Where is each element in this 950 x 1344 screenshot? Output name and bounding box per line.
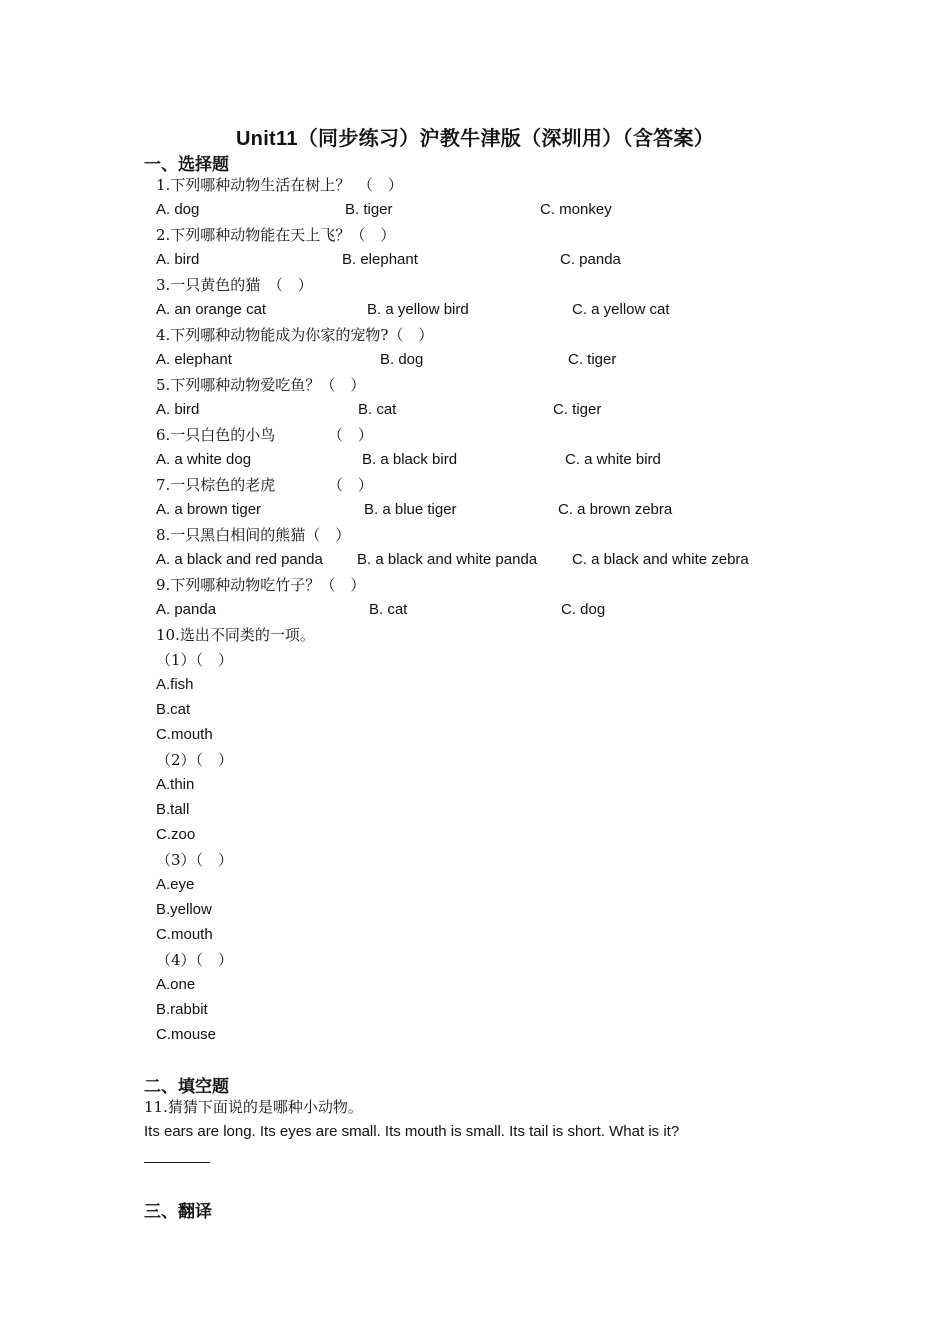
question-10-part-3-label: （3）（ ）: [156, 851, 234, 869]
question-1-option-c: C. monkey: [540, 201, 612, 218]
question-5-option-b: B. cat: [358, 401, 397, 418]
question-10-part-2-label: （2）（ ）: [156, 751, 234, 769]
question-2-option-b: B. elephant: [342, 251, 418, 268]
question-8-stem: 8.一只黑白相间的熊猫（ ）: [156, 526, 351, 544]
question-4-option-c: C. tiger: [568, 351, 617, 368]
question-7-stem: 7.一只棕色的老虎 （ ）: [156, 476, 373, 494]
question-4-option-a: A. elephant: [156, 351, 232, 368]
question-1-option-a: A. dog: [156, 201, 200, 218]
section-heading-choice: 一、选择题: [144, 155, 229, 174]
question-10-part-1-label: （1）（ ）: [156, 651, 234, 669]
question-11-text: Its ears are long. Its eyes are small. Its mouth is small. Its tail is short. What is it?: [144, 1123, 680, 1140]
question-9-stem: 9.下列哪种动物吃竹子？（ ）: [156, 576, 366, 594]
question-7-option-b: B. a blue tiger: [364, 501, 457, 518]
question-5-option-c: C. tiger: [553, 401, 602, 418]
question-11-stem: 11.猜猜下面说的是哪种小动物。: [144, 1098, 363, 1116]
question-6-option-b: B. a black bird: [362, 451, 458, 468]
question-10-part-4-option-c: C.mouse: [156, 1026, 217, 1043]
question-6-stem: 6.一只白色的小鸟 （ ）: [156, 426, 373, 444]
question-6-option-a: A. a white dog: [156, 451, 252, 468]
section-heading-fill-blank: 二、填空题: [144, 1077, 229, 1096]
document-title: Unit11（同步练习）沪教牛津版（深圳用）（含答案）: [235, 128, 715, 150]
question-1-stem: 1.下列哪种动物生活在树上？ （ ）: [156, 176, 403, 194]
question-8-option-c: C. a black and white zebra: [572, 551, 749, 568]
question-3-option-c: C. a yellow cat: [572, 301, 670, 318]
question-2-option-a: A. bird: [156, 251, 200, 268]
question-10-part-1-option-c: C.mouth: [156, 726, 213, 743]
question-10-part-2-option-a: A.thin: [156, 776, 195, 793]
question-7-option-c: C. a brown zebra: [558, 501, 673, 518]
question-10-part-4-label: （4）（ ）: [156, 951, 234, 969]
question-3-stem: 3.一只黄色的猫 （ ）: [156, 276, 313, 294]
question-4-stem: 4.下列哪种动物能成为你家的宠物?（ ）: [156, 326, 434, 344]
question-3-option-b: B. a yellow bird: [367, 301, 469, 318]
question-1-option-b: B. tiger: [345, 201, 393, 218]
question-7-option-a: A. a brown tiger: [156, 501, 262, 518]
question-10-part-4-option-b: B.rabbit: [156, 1001, 208, 1018]
question-4-option-b: B. dog: [380, 351, 424, 368]
question-10-part-3-option-c: C.mouth: [156, 926, 213, 943]
question-9-option-c: C. dog: [561, 601, 606, 618]
question-9-option-a: A. panda: [156, 601, 217, 618]
question-5-stem: 5.下列哪种动物爱吃鱼？（ ）: [156, 376, 366, 394]
question-8-option-a: A. a black and red panda: [156, 551, 323, 568]
question-9-option-b: B. cat: [369, 601, 408, 618]
question-10-part-1-option-a: A.fish: [156, 676, 194, 693]
question-8-option-b: B. a black and white panda: [357, 551, 538, 568]
question-10-part-2-option-b: B.tall: [156, 801, 190, 818]
question-10-part-3-option-a: A.eye: [156, 876, 195, 893]
question-10-part-2-option-c: C.zoo: [156, 826, 196, 843]
question-5-option-a: A. bird: [156, 401, 200, 418]
question-6-option-c: C. a white bird: [565, 451, 661, 468]
question-10-part-1-option-b: B.cat: [156, 701, 191, 718]
question-2-stem: 2.下列哪种动物能在天上飞？（ ）: [156, 226, 396, 244]
question-10-part-4-option-a: A.one: [156, 976, 196, 993]
question-10-part-3-option-b: B.yellow: [156, 901, 212, 918]
section-heading-translation: 三、翻译: [144, 1202, 212, 1221]
question-10-stem: 10.选出不同类的一项。: [156, 626, 315, 644]
answer-blank-line[interactable]: [144, 1162, 210, 1163]
question-2-option-c: C. panda: [560, 251, 621, 268]
question-3-option-a: A. an orange cat: [156, 301, 267, 318]
